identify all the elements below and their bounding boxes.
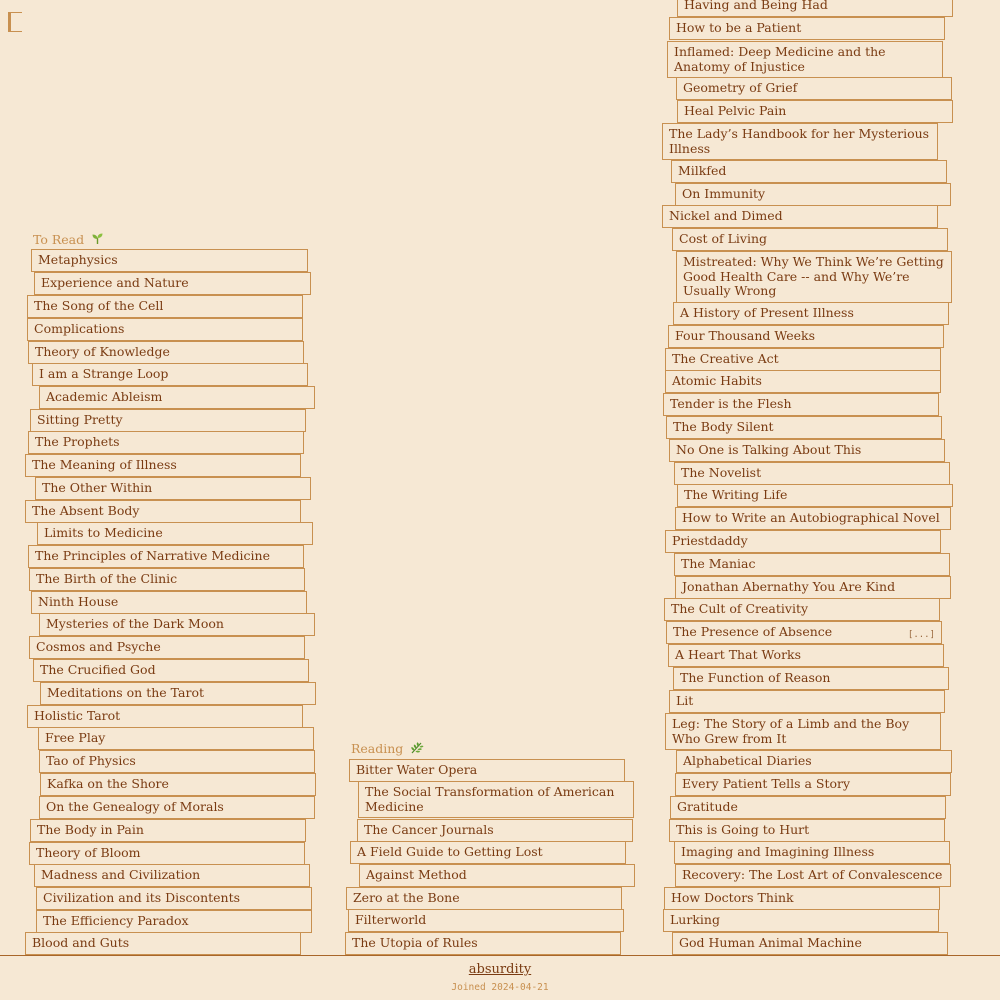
book-title: A Heart That Works <box>675 647 802 662</box>
book-title: Theory of Bloom <box>36 845 141 860</box>
book-title: The Writing Life <box>684 487 788 502</box>
book-title: The Crucified God <box>40 662 156 677</box>
book-title: Mysteries of the Dark Moon <box>46 616 224 631</box>
book-spine[interactable] <box>669 690 945 713</box>
shelf-header-to-read <box>33 232 104 247</box>
book-spine[interactable] <box>29 568 305 591</box>
book-spine[interactable] <box>349 759 625 782</box>
book-title: Priestdaddy <box>672 533 748 548</box>
book-spine[interactable] <box>668 644 944 667</box>
book-spine[interactable] <box>34 272 311 295</box>
book-spine[interactable] <box>672 932 948 955</box>
shelf-label: To Read <box>33 232 85 247</box>
book-spine[interactable] <box>36 910 312 933</box>
book-spine[interactable] <box>40 682 316 705</box>
book-title: No One is Talking About This <box>676 442 862 457</box>
book-title: How Doctors Think <box>671 890 794 905</box>
herb-icon <box>410 741 424 754</box>
book-title: Inflamed: Deep Medicine and the Anatomy of Injustice <box>674 44 886 74</box>
book-title: The Song of the Cell <box>34 298 164 313</box>
book-title: The Creative Act <box>672 351 779 366</box>
book-spine[interactable] <box>662 123 938 160</box>
book-spine[interactable] <box>673 302 949 325</box>
book-title: Tender is the Flesh <box>670 396 792 411</box>
book-spine[interactable] <box>30 819 306 842</box>
book-spine[interactable] <box>663 909 939 932</box>
book-title: The Body in Pain <box>37 822 144 837</box>
book-spine[interactable] <box>39 750 315 773</box>
book-spine[interactable] <box>673 667 949 690</box>
book-spine[interactable] <box>668 325 944 348</box>
book-spine[interactable] <box>350 841 626 864</box>
book-spine[interactable] <box>346 887 622 910</box>
book-title: Lit <box>676 693 694 708</box>
book-spine[interactable] <box>665 530 941 553</box>
book-title: This is Going to Hurt <box>676 822 810 837</box>
book-title: Milkfed <box>678 163 727 178</box>
book-title: The Meaning of Illness <box>32 457 177 472</box>
book-spine[interactable] <box>677 0 953 17</box>
book-title: Cosmos and Psyche <box>36 639 161 654</box>
book-title: I am a Strange Loop <box>39 366 169 381</box>
book-spine[interactable] <box>29 636 305 659</box>
book-spine[interactable] <box>677 484 953 507</box>
book-title: A Field Guide to Getting Lost <box>357 844 543 859</box>
book-spine[interactable] <box>671 160 947 183</box>
book-spine[interactable] <box>359 864 635 887</box>
book-spine[interactable] <box>666 621 942 644</box>
book-title: Against Method <box>366 867 467 882</box>
book-title: The Presence of Absence <box>673 624 833 639</box>
book-spine[interactable] <box>32 363 308 386</box>
book-title: Ninth House <box>38 594 119 609</box>
book-spine[interactable] <box>27 705 303 728</box>
book-spine[interactable] <box>674 462 950 485</box>
book-spine[interactable] <box>662 205 938 228</box>
book-title: Leg: The Story of a Limb and the Boy Who Grew from It <box>672 716 910 746</box>
book-spine[interactable] <box>675 576 951 599</box>
book-title: Theory of Knowledge <box>35 344 170 359</box>
book-title: The Efficiency Paradox <box>43 913 189 928</box>
book-spine[interactable] <box>34 864 310 887</box>
book-title: How to be a Patient <box>676 20 802 35</box>
book-title: Heal Pelvic Pain <box>684 103 787 118</box>
book-spine[interactable] <box>27 318 303 341</box>
book-spine[interactable] <box>672 228 948 251</box>
book-title: Recovery: The Lost Art of Convalescence <box>682 867 943 882</box>
book-spine[interactable] <box>676 77 952 100</box>
book-title: Meditations on the Tarot <box>47 685 204 700</box>
book-spine[interactable] <box>39 386 315 409</box>
book-spine[interactable] <box>676 251 952 303</box>
book-title: Jonathan Abernathy You Are Kind <box>682 579 896 594</box>
book-spine[interactable] <box>358 781 634 818</box>
book-spine[interactable] <box>675 183 951 206</box>
book-title: On the Genealogy of Morals <box>46 799 224 814</box>
book-title: Having and Being Had <box>684 0 828 12</box>
book-spine[interactable] <box>669 819 945 842</box>
book-title: The Prophets <box>35 434 120 449</box>
book-spine[interactable] <box>28 431 304 454</box>
book-spine[interactable] <box>35 477 311 500</box>
book-title: Metaphysics <box>38 252 118 267</box>
shelf-label: Reading <box>351 741 404 756</box>
book-spine[interactable] <box>674 841 950 864</box>
book-title: Holistic Tarot <box>34 708 121 723</box>
book-title: The Novelist <box>681 465 762 480</box>
more-marker[interactable]: [...] <box>907 630 935 640</box>
book-spine[interactable] <box>666 416 942 439</box>
book-title: Four Thousand Weeks <box>675 328 815 343</box>
floor-line <box>0 955 1000 956</box>
book-title: Experience and Nature <box>41 275 189 290</box>
book-spine[interactable] <box>33 659 309 682</box>
book-spine[interactable] <box>665 370 941 393</box>
book-spine[interactable] <box>675 773 951 796</box>
book-spine[interactable] <box>25 932 301 955</box>
book-title: The Absent Body <box>32 503 140 518</box>
book-title: The Social Transformation of American Medicine <box>365 784 615 814</box>
book-title: The Utopia of Rules <box>352 935 478 950</box>
book-title: The Other Within <box>42 480 153 495</box>
book-title: Kafka on the Shore <box>47 776 169 791</box>
book-spine[interactable] <box>25 500 301 523</box>
book-spine[interactable] <box>669 17 945 40</box>
book-title: Complications <box>34 321 125 336</box>
book-title: The Birth of the Clinic <box>36 571 178 586</box>
book-spine[interactable] <box>664 887 940 910</box>
username-link[interactable]: absurdity <box>468 962 532 977</box>
book-title: Madness and Civilization <box>41 867 201 882</box>
book-spine[interactable] <box>667 41 943 78</box>
book-title: A History of Present Illness <box>680 305 854 320</box>
book-title: The Principles of Narrative Medicine <box>35 548 270 563</box>
book-spine[interactable] <box>357 819 633 842</box>
book-spine[interactable] <box>38 727 314 750</box>
book-title: The Cult of Creativity <box>671 601 809 616</box>
book-title: God Human Animal Machine <box>679 935 862 950</box>
book-spine[interactable] <box>28 545 304 568</box>
book-title: The Body Silent <box>673 419 774 434</box>
book-title: The Function of Reason <box>680 670 831 685</box>
book-title: The Maniac <box>681 556 756 571</box>
book-title: Limits to Medicine <box>44 525 163 540</box>
book-title: How to Write an Autobiographical Novel <box>682 510 940 525</box>
book-spine[interactable] <box>675 864 951 887</box>
book-spine[interactable] <box>674 553 950 576</box>
book-title: Civilization and its Discontents <box>43 890 241 905</box>
book-spine[interactable] <box>664 598 940 621</box>
book-title: Imaging and Imagining Illness <box>681 844 875 859</box>
book-spine[interactable] <box>31 249 308 272</box>
book-spine[interactable] <box>665 713 941 750</box>
book-title: Filterworld <box>355 912 427 927</box>
book-title: Tao of Physics <box>46 753 136 768</box>
book-spine[interactable] <box>29 842 305 865</box>
book-title: Cost of Living <box>679 231 768 246</box>
book-spine[interactable] <box>40 773 316 796</box>
book-spine[interactable] <box>37 522 313 545</box>
book-title: Bitter Water Opera <box>356 762 478 777</box>
book-spine[interactable] <box>676 750 952 773</box>
joined-date: Joined 2024-04-21 <box>451 982 549 993</box>
book-title: Blood and Guts <box>32 935 130 950</box>
book-title: Every Patient Tells a Story <box>682 776 851 791</box>
book-title: Atomic Habits <box>672 373 762 388</box>
book-title: Academic Ableism <box>46 389 163 404</box>
book-title: Gratitude <box>677 799 738 814</box>
book-title: Free Play <box>45 730 106 745</box>
book-spine[interactable] <box>31 591 307 614</box>
book-spine[interactable] <box>28 341 304 364</box>
book-spine[interactable] <box>675 507 951 530</box>
book-title: Lurking <box>670 912 720 927</box>
book-spine[interactable] <box>677 100 953 123</box>
book-spine[interactable] <box>39 796 315 819</box>
book-title: On Immunity <box>682 186 766 201</box>
book-spine[interactable] <box>25 454 301 477</box>
book-title: The Lady’s Handbook for her Mysterious Illness <box>669 126 930 156</box>
book-title: Mistreated: Why We Think We’re Getting Good Health Care -- and Why We’re Usually Wrong <box>683 254 944 298</box>
corner-bracket-icon <box>8 12 22 32</box>
book-title: Alphabetical Diaries <box>683 753 812 768</box>
shelf-header-reading <box>351 741 424 756</box>
book-spine[interactable] <box>36 887 312 910</box>
book-spine[interactable] <box>669 439 945 462</box>
seedling-icon <box>91 232 104 245</box>
book-title: Zero at the Bone <box>353 890 460 905</box>
book-spine[interactable] <box>39 613 315 636</box>
book-title: Sitting Pretty <box>37 412 123 427</box>
book-spine[interactable] <box>348 909 624 932</box>
book-title: Nickel and Dimed <box>669 208 783 223</box>
book-spine[interactable] <box>345 932 621 955</box>
book-title: Geometry of Grief <box>683 80 798 95</box>
book-spine[interactable] <box>670 796 946 819</box>
book-title: The Cancer Journals <box>364 822 494 837</box>
book-spine[interactable] <box>27 295 303 318</box>
book-spine[interactable] <box>665 348 941 371</box>
book-spine[interactable] <box>663 393 939 416</box>
book-spine[interactable] <box>30 409 306 432</box>
